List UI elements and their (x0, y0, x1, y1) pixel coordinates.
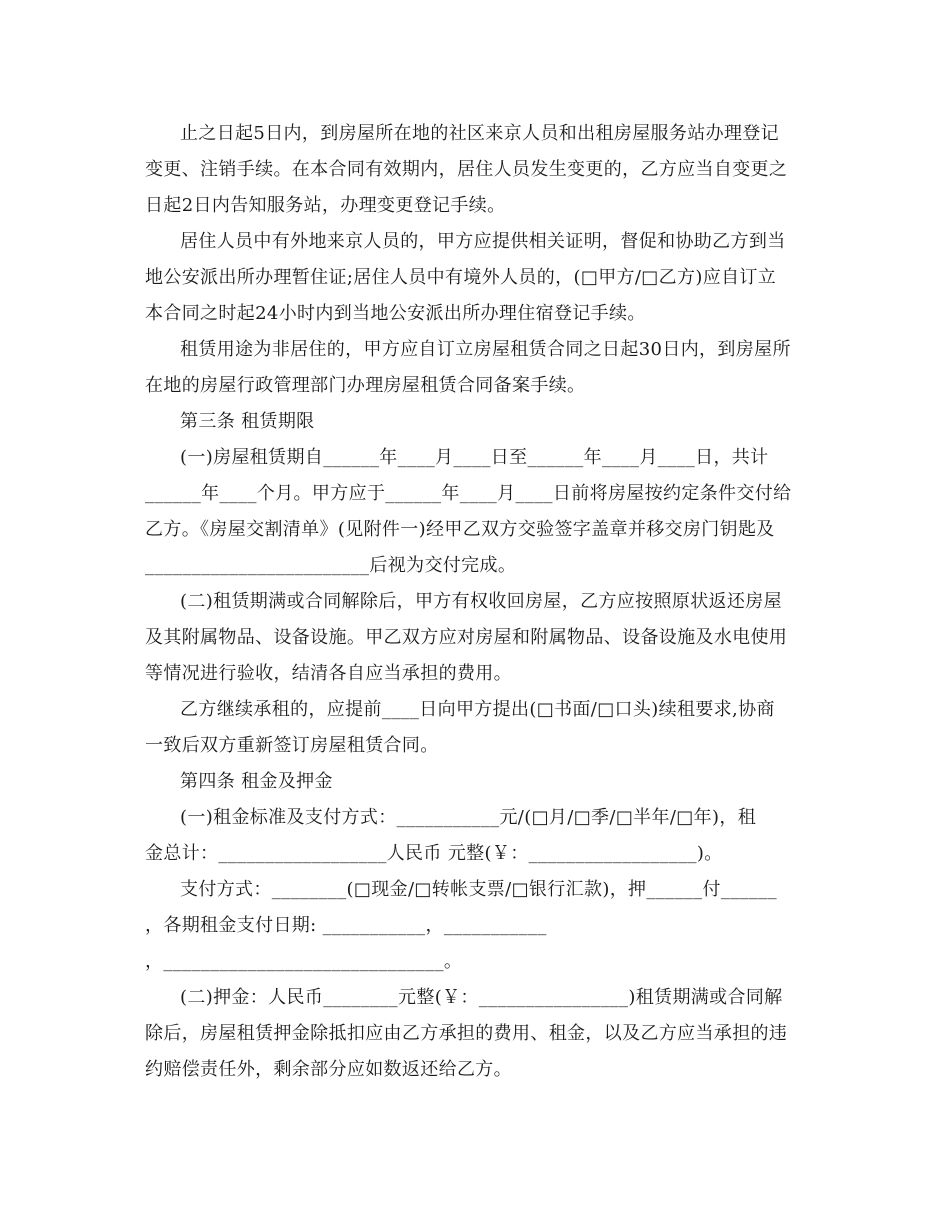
paragraph-line: 日起2日内告知服务站，办理变更登记手续。 (145, 195, 506, 216)
section-heading: 第三条 租赁期限 (180, 411, 315, 432)
paragraph-line: 约赔偿责任外，剩余部分应如数返还给乙方。 (145, 1059, 512, 1080)
paragraph-line: (二)租赁期满或合同解除后，甲方有权收回房屋，乙方应按照原状返还房屋 (180, 591, 782, 612)
paragraph-line: 一致后双方重新签订房屋租赁合同。 (145, 735, 439, 756)
paragraph-line: ______年____个月。甲方应于______年____月____日前将房屋按约定条件交付给 (145, 483, 792, 504)
paragraph-line: ，______________________________。 (145, 951, 463, 972)
paragraph-line: 地公安派出所办理暂住证;居住人员中有境外人员的，(□甲方/□乙方)应自订立 (145, 267, 777, 288)
paragraph-line: (二)押金：人民币________元整(￥：________________)租赁期满或合同解 (180, 987, 783, 1008)
paragraph-line: (一)房屋租赁期自______年____月____日至______年____月____日，共计 (180, 447, 769, 468)
paragraph-line: 租赁用途为非居住的，甲方应自订立房屋租赁合同之日起30日内，到房屋所 (180, 339, 791, 360)
paragraph-line: 乙方。《房屋交割清单》(见附件一)经甲乙双方交验签字盖章并移交房门钥匙及 (145, 519, 775, 540)
section-heading: 第四条 租金及押金 (180, 771, 333, 792)
paragraph-line: 金总计：__________________人民币 元整(￥：__________________)。 (145, 843, 723, 864)
paragraph-line: 本合同之时起24小时内到当地公安派出所办理住宿登记手续。 (145, 303, 646, 324)
paragraph-line: ________________________后视为交付完成。 (145, 555, 517, 576)
paragraph-line: 除后，房屋租赁押金除抵扣应由乙方承担的费用、租金，以及乙方应当承担的违 (145, 1023, 788, 1044)
paragraph-line: 止之日起5日内，到房屋所在地的社区来京人员和出租房屋服务站办理登记 (180, 123, 779, 144)
paragraph-line: 乙方继续承租的，应提前____日向甲方提出(□书面/□口头)续租要求,协商 (180, 699, 775, 720)
paragraph-line: (一)租金标准及支付方式：___________元/(□月/□季/□半年/□年)，租 (180, 807, 757, 828)
paragraph-line: 变更、注销手续。在本合同有效期内，居住人员发生变更的，乙方应当自变更之 (145, 159, 788, 180)
paragraph-line: 等情况进行验收，结清各自应当承担的费用。 (145, 663, 512, 684)
paragraph-line: 居住人员中有外地来京人员的，甲方应提供相关证明，督促和协助乙方到当 (180, 231, 786, 252)
paragraph-line: 及其附属物品、设备设施。甲乙双方应对房屋和附属物品、设备设施及水电使用 (145, 627, 788, 648)
paragraph-line: ，各期租金支付日期: ___________，___________ (145, 915, 547, 936)
paragraph-line: 在地的房屋行政管理部门办理房屋租赁合同备案手续。 (145, 375, 586, 396)
paragraph-line: 支付方式：________(□现金/□转帐支票/□银行汇款)，押______付______ (180, 879, 777, 900)
